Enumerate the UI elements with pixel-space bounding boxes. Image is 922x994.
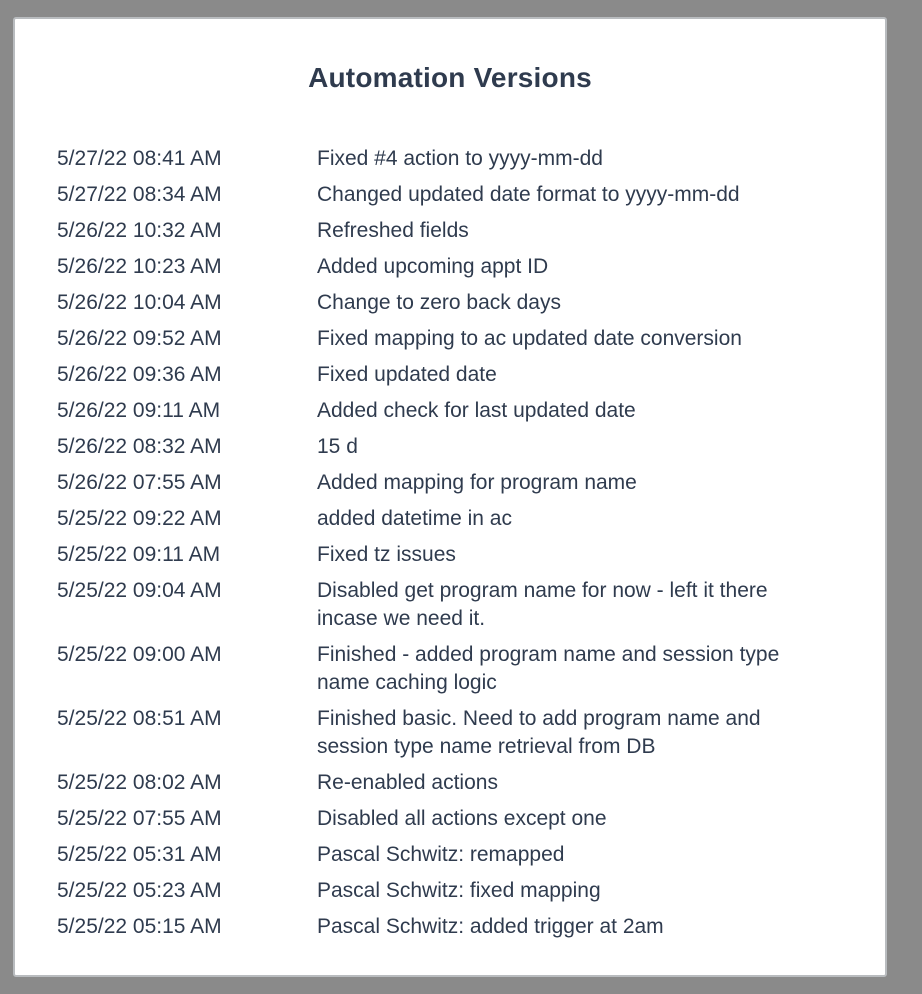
version-row (57, 397, 837, 425)
version-timestamp: 5/27/22 08:34 AM (57, 183, 222, 206)
version-message: Finished basic. Need to add program name and session type name retrieval from DB (317, 707, 761, 758)
version-timestamp: 5/25/22 09:22 AM (57, 507, 222, 530)
version-message: Pascal Schwitz: added trigger at 2am (317, 915, 664, 938)
version-row (57, 541, 837, 569)
version-message: Fixed updated date (317, 363, 497, 386)
version-row (57, 913, 837, 941)
versions-dialog (13, 17, 887, 977)
version-message: Refreshed fields (317, 219, 469, 242)
version-row (57, 769, 837, 797)
version-row (57, 361, 837, 389)
version-message: Changed updated date format to yyyy-mm-dd (317, 183, 740, 206)
version-message: Pascal Schwitz: remapped (317, 843, 565, 866)
version-timestamp: 5/25/22 09:00 AM (57, 643, 222, 666)
version-timestamp: 5/25/22 05:15 AM (57, 915, 222, 938)
version-row (57, 877, 837, 905)
version-message: Fixed tz issues (317, 543, 456, 566)
version-row (57, 289, 837, 317)
version-timestamp: 5/26/22 09:52 AM (57, 327, 222, 350)
version-message: Fixed #4 action to yyyy-mm-dd (317, 147, 603, 170)
version-message: Fixed mapping to ac updated date conversion (317, 327, 742, 350)
version-row (57, 469, 837, 497)
version-message: Disabled all actions except one (317, 807, 607, 830)
version-row (57, 217, 837, 245)
version-timestamp: 5/26/22 07:55 AM (57, 471, 222, 494)
version-message: Finished - added program name and session type name caching logic (317, 643, 780, 694)
version-row (57, 505, 837, 533)
version-row (57, 433, 837, 461)
version-timestamp: 5/25/22 08:02 AM (57, 771, 222, 794)
version-row (57, 641, 837, 697)
version-row (57, 805, 837, 833)
version-timestamp: 5/25/22 09:11 AM (57, 543, 221, 566)
version-timestamp: 5/26/22 08:32 AM (57, 435, 222, 458)
version-timestamp: 5/26/22 09:11 AM (57, 399, 221, 422)
version-message: Change to zero back days (317, 291, 561, 314)
version-row (57, 841, 837, 869)
version-timestamp: 5/25/22 05:31 AM (57, 843, 222, 866)
version-message: Added check for last updated date (317, 399, 636, 422)
version-row (57, 145, 837, 173)
version-message: Disabled get program name for now - left it there incase we need it. (317, 579, 768, 630)
versions-list (57, 145, 837, 949)
version-message: Pascal Schwitz: fixed mapping (317, 879, 601, 902)
version-message: Added upcoming appt ID (317, 255, 549, 278)
version-timestamp: 5/25/22 08:51 AM (57, 707, 222, 730)
version-timestamp: 5/25/22 09:04 AM (57, 579, 222, 602)
version-row (57, 253, 837, 281)
version-message: 15 d (317, 435, 358, 458)
version-timestamp: 5/25/22 07:55 AM (57, 807, 222, 830)
version-timestamp: 5/26/22 10:04 AM (57, 291, 222, 314)
version-row (57, 181, 837, 209)
version-timestamp: 5/26/22 09:36 AM (57, 363, 222, 386)
version-row (57, 577, 837, 633)
version-timestamp: 5/26/22 10:32 AM (57, 219, 222, 242)
version-timestamp: 5/26/22 10:23 AM (57, 255, 222, 278)
version-message: Added mapping for program name (317, 471, 637, 494)
version-message: Re-enabled actions (317, 771, 498, 794)
version-row (57, 325, 837, 353)
version-timestamp: 5/25/22 05:23 AM (57, 879, 222, 902)
dialog-title: Automation Versions (308, 62, 592, 93)
version-message: added datetime in ac (317, 507, 512, 530)
version-row (57, 705, 837, 761)
version-timestamp: 5/27/22 08:41 AM (57, 147, 222, 170)
